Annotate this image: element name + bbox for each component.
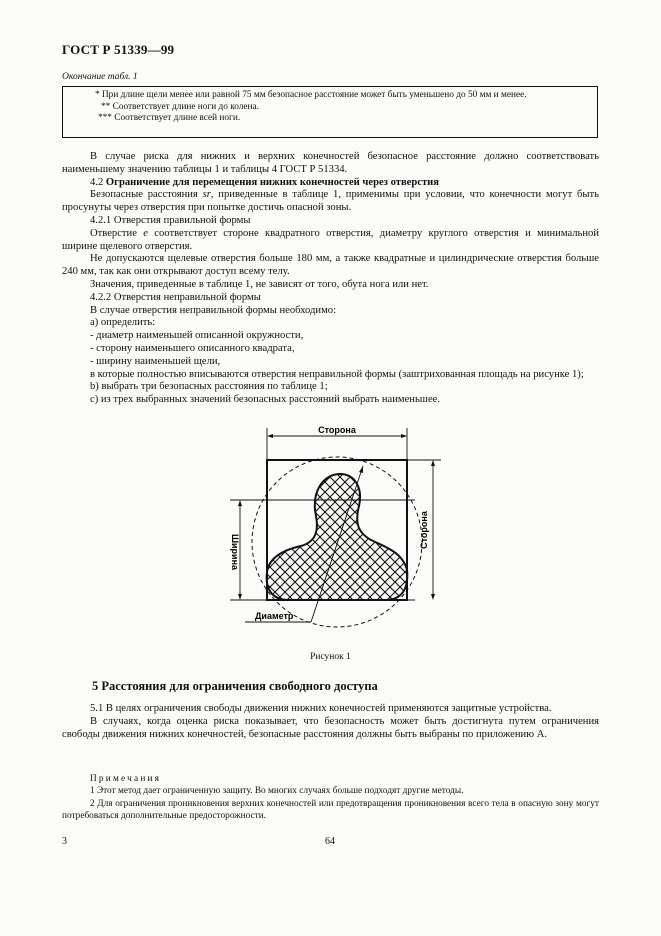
list-item: b) выбрать три безопасных расстояния по таблице 1; xyxy=(90,381,328,393)
section-5-text xyxy=(62,703,599,741)
figure-caption: Рисунок 1 xyxy=(310,652,351,662)
note-1: 1 Этот метод дает ограниченную защиту. Во многих случаях больше подходят другие методы. xyxy=(90,786,464,797)
paragraph: В случае отверстия неправильной формы необходимо: xyxy=(90,304,337,316)
subsection-heading: 4.2.1 Отверстия правильной формы xyxy=(90,214,251,226)
page-number-left: 3 xyxy=(62,836,67,847)
notes xyxy=(62,773,599,823)
list-item: с) из трех выбранных значений безопасных расстояний выбрать наименьшее. xyxy=(90,394,440,406)
label-width: Ширина xyxy=(230,533,240,571)
note-2: 2 Для ограничения проникновения верхних конечностей или предотвращения проникновения всего тела в опасную зону могут потребоваться дополнительные предосторожности. xyxy=(62,798,599,822)
table-footnotes xyxy=(62,86,598,138)
paragraph: Значения, приведенные в таблице 1, не зависят от того, обута нога или нет. xyxy=(90,278,429,290)
section-title-5: 5 Расстояния для ограничения свободного доступа xyxy=(92,679,378,693)
figure-1 xyxy=(205,422,455,649)
label-diameter: Диаметр xyxy=(255,611,294,621)
table-end-label: Окончание табл. 1 xyxy=(62,72,138,82)
label-side-top: Сторона xyxy=(318,425,356,435)
paragraph: В случае риска для нижних и верхних конечностей безопасное расстояние должно соответствовать наименьшему значению таблицы 1 и таблицы 4 ГОСТ Р 51334. xyxy=(62,151,599,175)
footnote-3: *** Соответствует длине всей ноги. xyxy=(98,113,241,124)
paragraph: Безопасные расстояния sr, приведенные в таблице 1, применимы при условии, что конечности могут быть просунуты через отверстия при попытке достичь опасной зоны. xyxy=(62,189,599,214)
footnote-2: ** Соответствует длине ноги до колена. xyxy=(101,101,259,112)
irregular-opening-diagram xyxy=(205,422,455,644)
main-text xyxy=(62,151,599,407)
paragraph: Отверстие е соответствует стороне квадратного отверстия, диаметру круглого отверстия и минимальной ширине щелевого отверстия. xyxy=(62,227,599,252)
paragraph: 5.1 В целях ограничения свободы движения нижних конечностей применяются защитные устройства. xyxy=(90,703,552,714)
list-item: - ширину наименьшей щели, xyxy=(90,355,221,367)
list-item: - сторону наименьшего описанного квадрата, xyxy=(90,342,295,354)
page-header: ГОСТ Р 51339—99 xyxy=(62,42,175,57)
paragraph: В случаях, когда оценка риска показывает, что безопасность может быть достигнута путем ограничения свободы движения нижних конечностей, безопасные расстояния должны быть выбраны по приложению А. xyxy=(62,715,599,740)
footnote-1: * При длине щели менее или равной 75 мм безопасное расстояние может быть уменьшено до 50 мм и менее. xyxy=(95,90,527,100)
notes-heading: Примечания xyxy=(90,774,162,784)
page-number-center: 64 xyxy=(325,836,335,847)
subsection-heading: 4.2.2 Отверстия неправильной формы xyxy=(90,291,261,303)
paragraph: Не допускаются щелевые отверстия больше 180 мм, а также квадратные и цилиндрические отверстия больше 240 мм, так как они открывают доступ всему телу. xyxy=(62,253,599,278)
section-heading-4-2: 4.2 Ограничение для перемещения нижних конечностей через отверстия xyxy=(90,176,439,188)
list-item: а) определить: xyxy=(90,317,156,329)
paragraph: в которые полностью вписываются отверстия неправильной формы (заштрихованная площадь на рисунке 1); xyxy=(90,368,584,380)
list-item: - диаметр наименьшей описанной окружности, xyxy=(90,330,304,342)
label-side-right: Сторона xyxy=(419,511,429,549)
